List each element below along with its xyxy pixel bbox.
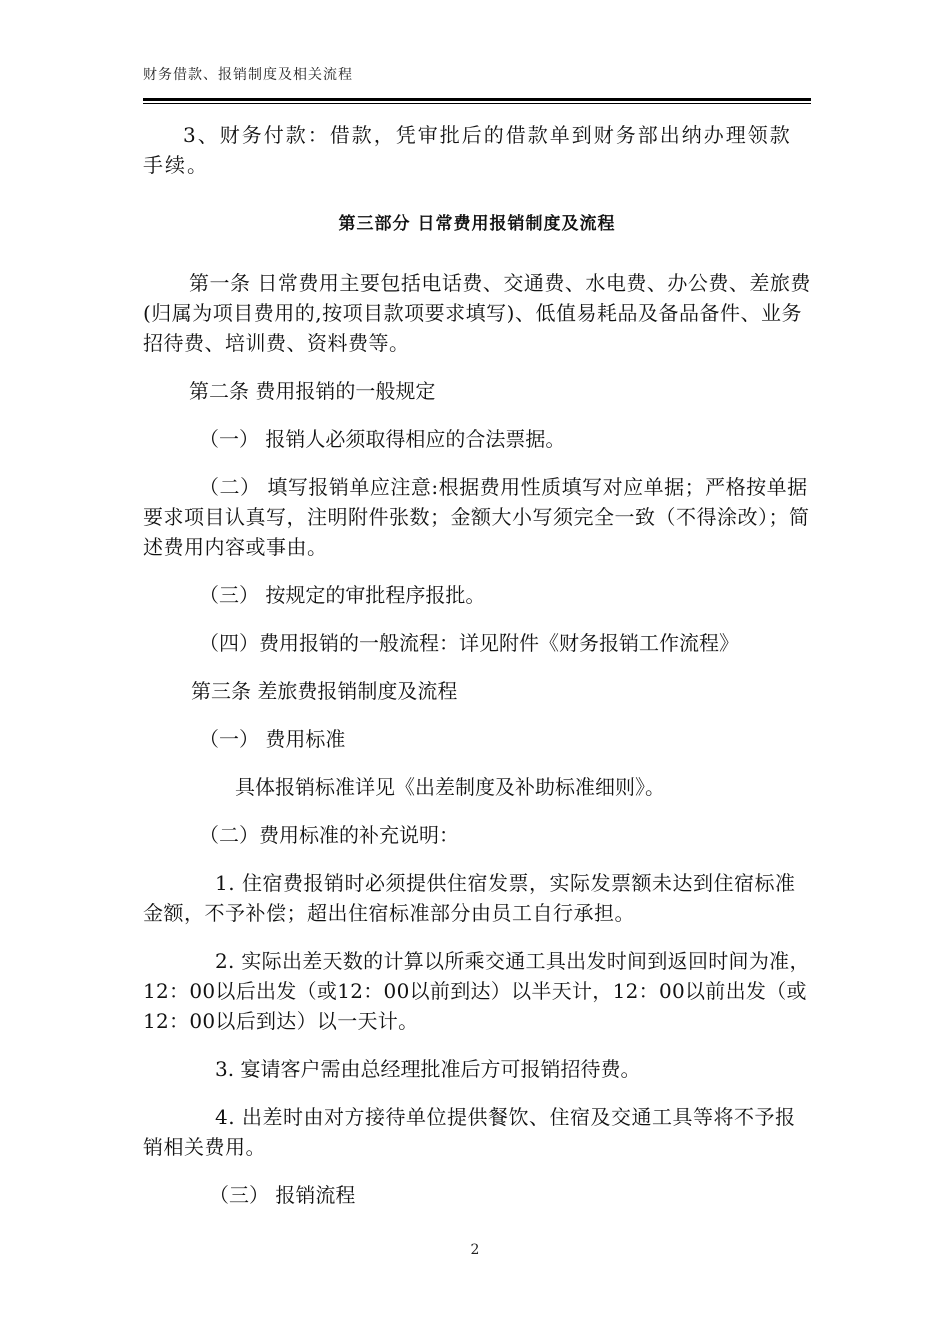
paragraph-article-one: 第一条 日常费用主要包括电话费、交通费、水电费、办公费、差旅费(归属为项目费用的,按项目款项要求填写)、低值易耗品及备品备件、业务招待费、培训费、资料费等。	[143, 271, 811, 355]
document-body	[143, 120, 811, 1210]
section-heading-part-three: 第三部分 日常费用报销制度及流程	[338, 214, 616, 234]
paragraph-note-four: 4. 出差时由对方接待单位提供餐饮、住宿及交通工具等将不予报销相关费用。	[143, 1105, 796, 1159]
header-rule-thin	[143, 103, 811, 104]
paragraph-standard-detail: 具体报销标准详见《出差制度及补助标准细则》。	[235, 775, 665, 799]
paragraph-reimbursement-process: （三） 报销流程	[209, 1183, 356, 1207]
paragraph-cost-standard: （一） 费用标准	[199, 727, 346, 751]
paragraph-article-three: 第三条 差旅费报销制度及流程	[191, 679, 458, 703]
paragraph-supplementary-notes: （二）费用标准的补充说明：	[199, 823, 459, 847]
header-rule-thick	[143, 98, 811, 101]
paragraph-note-three: 3. 宴请客户需由总经理批准后方可报销招待费。	[215, 1057, 641, 1081]
page-number: 2	[470, 1242, 480, 1258]
paragraph-rule-three: （三） 按规定的审批程序报批。	[199, 583, 486, 607]
paragraph-finance-payment: 3、财务付款：借款，凭审批后的借款单到财务部出纳办理领款手续。	[143, 123, 792, 177]
paragraph-note-one: 1. 住宿费报销时必须提供住宿发票，实际发票额未达到住宿标准金额，不予补偿；超出住宿标准部分由员工自行承担。	[143, 871, 796, 925]
paragraph-rule-two: （二） 填写报销单应注意:根据费用性质填写对应单据；严格按单据要求项目认真写，注明附件张数；金额大小写须完全一致（不得涂改）；简述费用内容或事由。	[143, 475, 810, 559]
paragraph-rule-one: （一） 报销人必须取得相应的合法票据。	[199, 427, 566, 451]
paragraph-rule-four: （四）费用报销的一般流程：详见附件《财务报销工作流程》	[199, 631, 739, 655]
paragraph-article-two: 第二条 费用报销的一般规定	[189, 379, 436, 403]
header-title: 财务借款、报销制度及相关流程	[143, 67, 353, 83]
paragraph-note-two: 2. 实际出差天数的计算以所乘交通工具出发时间到返回时间为准，12：00以后出发（或12：00以前到达）以半天计，12：00以前出发（或12：00以后到达）以一天计。	[143, 949, 810, 1033]
